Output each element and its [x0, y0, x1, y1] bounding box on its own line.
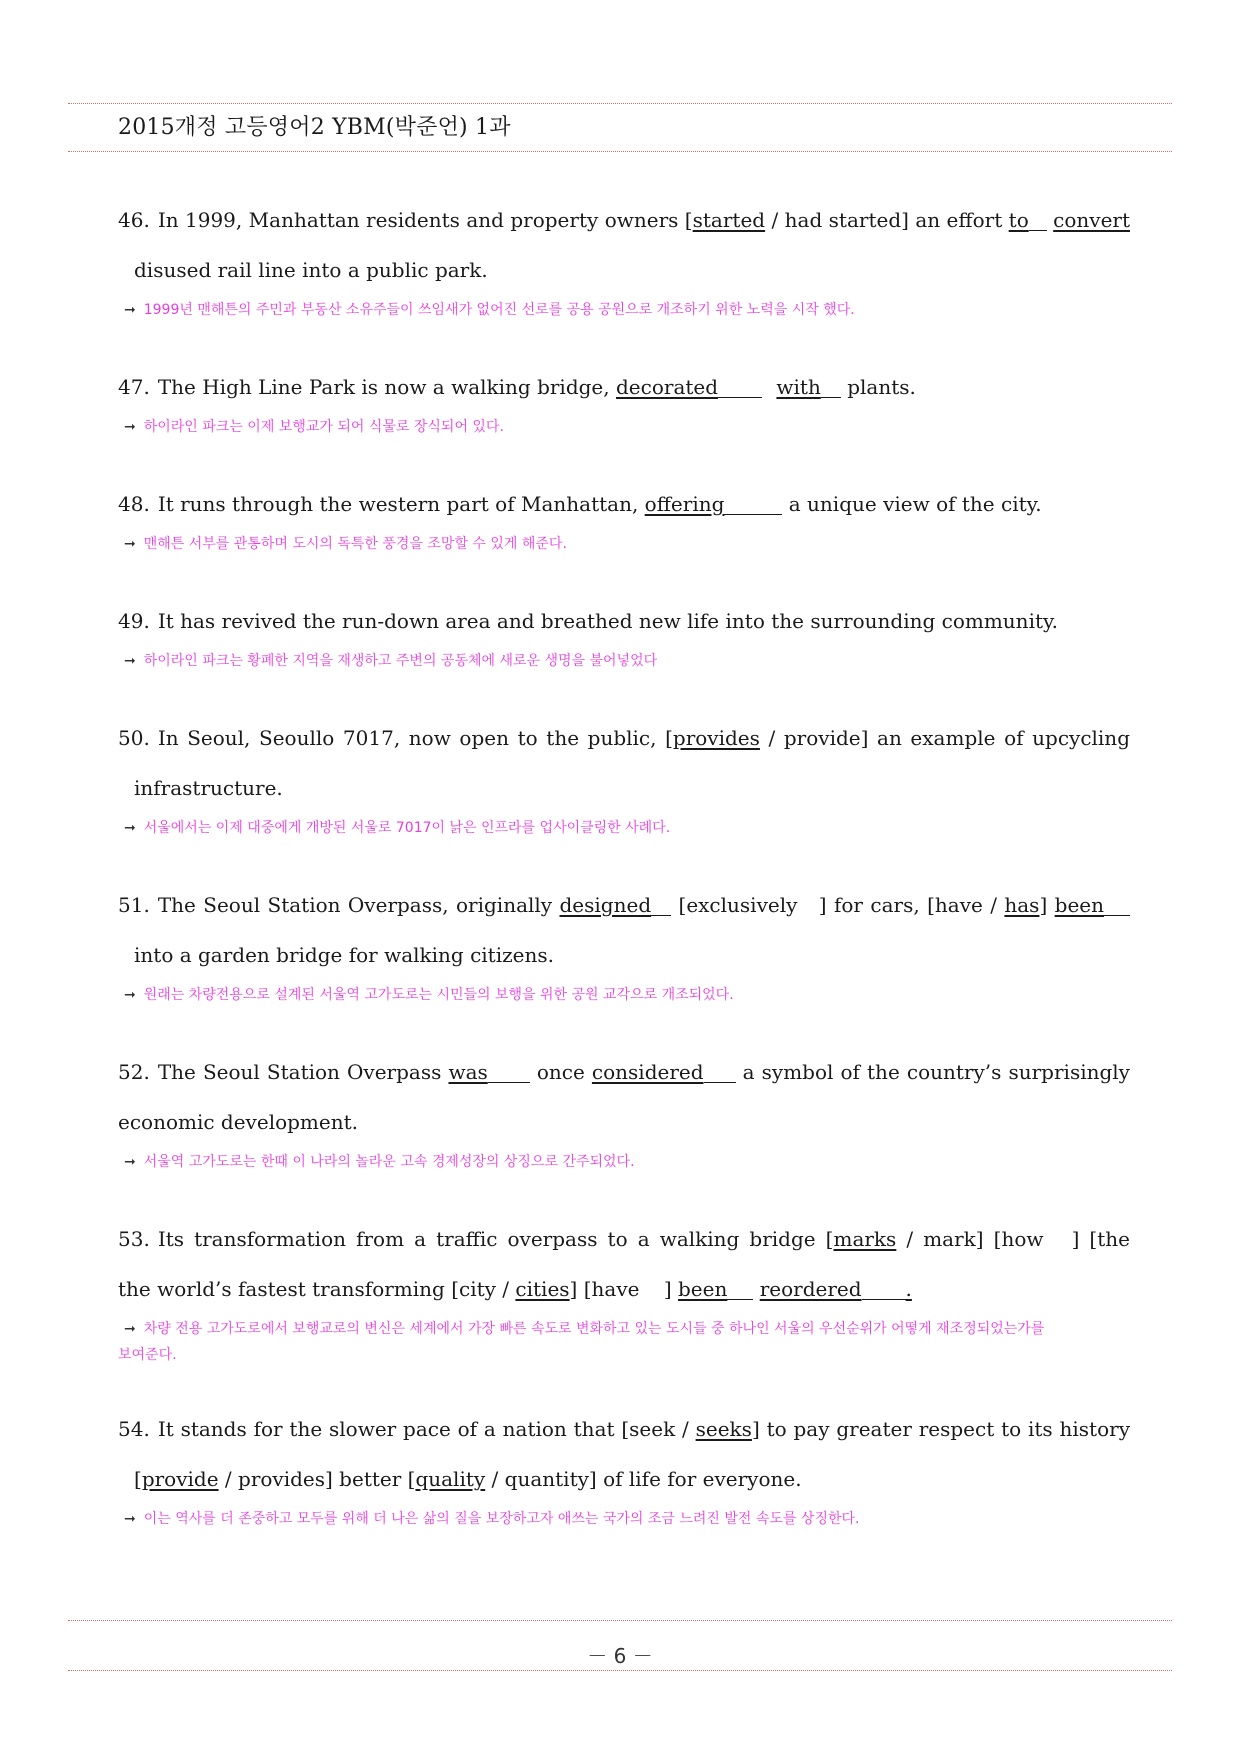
translation: ➞ 1999년 맨해튼의 주민과 부동산 소유주들이 쓰임새가 없어진 선로를 공용 공원으로 개조하기 위한 노력을 시작 했다. [124, 302, 855, 318]
question-text-cont: the world’s fastest transforming [city / cities] [have ] been reordered . [118, 1277, 912, 1301]
answer-decorated: decorated [616, 375, 719, 399]
question-text: 50. In Seoul, Seoullo 7017, now open to the public, [provides / provide] an example of upcycling [118, 726, 1130, 750]
question-54 [118, 1404, 1130, 1532]
question-text: 52. The Seoul Station Overpass was once considered a symbol of the country’s surprisingly [118, 1060, 1130, 1084]
question-text: 49. It has revived the run-down area and breathed new life into the surrounding community. [118, 609, 1058, 633]
question-50 [118, 713, 1130, 841]
answer-considered: considered [591, 1060, 704, 1084]
answer-marks: marks [833, 1227, 897, 1251]
translation: ➞ 서울역 고가도로는 한때 이 나라의 놀라운 고속 경제성장의 상징으로 간주되었다. [124, 1154, 635, 1170]
header-rule-bottom [68, 151, 1172, 152]
arrow-icon: ➞ [124, 1511, 136, 1527]
question-text: 54. It stands for the slower pace of a nation that [seek / seeks] to pay greater respect to its history [118, 1417, 1130, 1441]
answer-provides: provides [672, 726, 760, 750]
answer-seeks: seeks [695, 1417, 752, 1441]
question-text-cont: economic development. [118, 1110, 359, 1134]
answer-provide: provide [141, 1467, 219, 1491]
arrow-icon: ➞ [124, 536, 136, 552]
answer-started: started [692, 208, 766, 232]
translation: ➞ 하이라인 파크는 이제 보행교가 되어 식물로 장식되어 있다. [124, 419, 504, 435]
answer-cities: cities [515, 1277, 570, 1301]
answer-was: was [448, 1060, 488, 1084]
question-49 [118, 596, 1130, 674]
arrow-icon: ➞ [124, 653, 136, 669]
question-46 [118, 195, 1130, 323]
question-text: 48. It runs through the western part of Manhattan, offering a unique view of the city. [118, 492, 1042, 516]
question-text: 46. In 1999, Manhattan residents and property owners [started / had started] an effort to convert [118, 195, 1130, 245]
translation: ➞ 서울에서는 이제 대중에게 개방된 서울로 7017이 낡은 인프라를 업사이클링한 사례다. [124, 820, 671, 836]
translation: ➞ 차량 전용 고가도로에서 보행교로의 변신은 세계에서 가장 빠른 속도로 변화하고 있는 도시들 중 하나인 서울의 우선순위가 어떻게 재조정되었는가를 보여준다. [118, 1321, 1045, 1363]
question-52 [118, 1047, 1130, 1175]
answer-convert: convert [1053, 208, 1130, 232]
question-48 [118, 479, 1130, 557]
answer-reordered: reordered [759, 1277, 862, 1301]
question-text-cont: disused rail line into a public park. [134, 258, 488, 282]
arrow-icon: ➞ [124, 820, 136, 836]
answer-has: has [1004, 893, 1040, 917]
question-53 [118, 1214, 1130, 1368]
page-title: 2015개정 고등영어2 YBM(박준언) 1과 [118, 115, 511, 140]
answer-to: to [1008, 208, 1029, 232]
question-text: 47. The High Line Park is now a walking bridge, decorated with plants. [118, 375, 916, 399]
footer-rule-top [68, 1620, 1172, 1621]
answer-quality: quality [415, 1467, 486, 1491]
question-text-cont: [provide / provides] better [quality / quantity] of life for everyone. [134, 1467, 802, 1491]
question-51 [118, 880, 1130, 1008]
answer-with: with [776, 375, 821, 399]
translation: ➞ 이는 역사를 더 존중하고 모두를 위해 더 나은 삶의 질을 보장하고자 애쓰는 국가의 조금 느려진 발전 속도를 상징한다. [124, 1511, 860, 1527]
question-text-cont: into a garden bridge for walking citizens. [134, 943, 554, 967]
header-rule-top [68, 103, 1172, 104]
footer-rule-bottom [68, 1670, 1172, 1671]
translation: ➞ 맨해튼 서부를 관통하며 도시의 독특한 풍경을 조망할 수 있게 해준다. [124, 536, 567, 552]
translation: ➞ 원래는 차량전용으로 설계된 서울역 고가도로는 시민들의 보행을 위한 공원 교각으로 개조되었다. [124, 987, 734, 1003]
answer-been: been [677, 1277, 728, 1301]
question-text-cont: infrastructure. [134, 776, 283, 800]
question-text: 53. Its transformation from a traffic overpass to a walking bridge [marks / mark] [how ] [the [118, 1227, 1130, 1251]
arrow-icon: ➞ [124, 1321, 136, 1337]
answer-offering: offering [644, 492, 725, 516]
answer-designed: designed [559, 893, 652, 917]
question-47 [118, 362, 1130, 440]
arrow-icon: ➞ [124, 987, 136, 1003]
arrow-icon: ➞ [124, 419, 136, 435]
question-text: 51. The Seoul Station Overpass, originally designed [exclusively ] for cars, [have / has] been [118, 880, 1130, 930]
arrow-icon: ➞ [124, 302, 136, 318]
translation: ➞ 하이라인 파크는 황폐한 지역을 재생하고 주변의 공동체에 새로운 생명을 불어넣었다 [124, 653, 658, 669]
arrow-icon: ➞ [124, 1154, 136, 1170]
answer-been: been [1054, 893, 1104, 917]
page-number: － 6 － [587, 1644, 653, 1668]
